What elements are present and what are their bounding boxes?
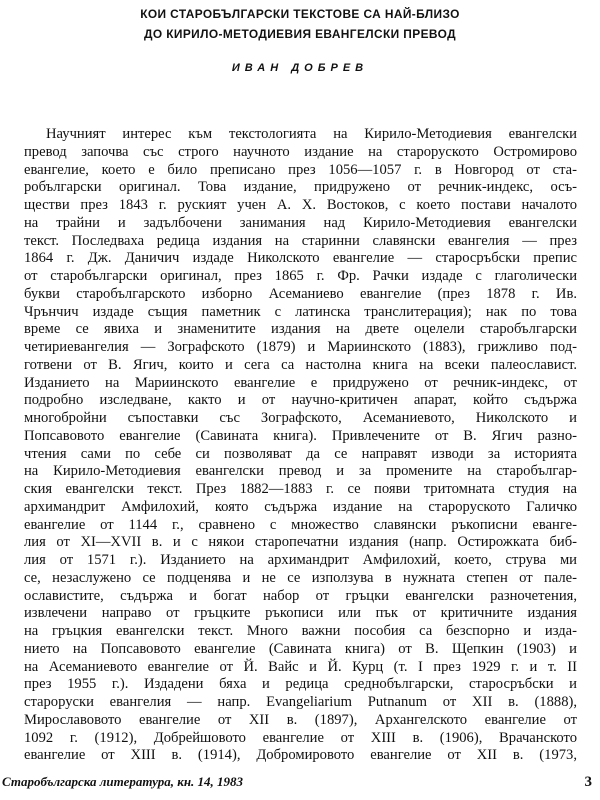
article-line: подробно изследване, както и от научно-критичен апарат, който съдържа xyxy=(24,392,577,409)
article-line: текст. Последваха редица издания на старинни славянски евангелия — през xyxy=(24,232,577,249)
article-line: Попсавовото евангелие (Савината книга). Привлечените от В. Ягич разно- xyxy=(24,427,577,444)
page-number: 3 xyxy=(584,774,592,790)
article-line: евангелие, което е било преписано през 1056—1057 г. в Новгород от ста- xyxy=(24,161,577,178)
author-name: ИВАН ДОБРЕВ xyxy=(231,62,369,74)
article-line: ския евангелски текст. През 1882—1883 г. се появи тритомната студия на xyxy=(24,481,577,497)
article-line: на Кирило-Методиевия евангелски превод и за промените на старобългар- xyxy=(24,463,577,480)
article-line: Чрънчич издаде същия паметник с латинска транслитерация); нак по това xyxy=(24,303,577,320)
article-line: евангелие от 1144 г., сравнено с множество славянски ръкописни еванге- xyxy=(24,516,577,533)
title-line-1: КОИ СТАРОБЪЛГАРСКИ ТЕКСТОВЕ СА НАЙ-БЛИЗО xyxy=(140,7,460,21)
article-line: Изданието на Мариинското евангелие е придружено от речник-индекс, от xyxy=(24,374,577,391)
article-line: букви старобългарското изборно Асеманиево евангелие (през 1878 г. Ив. xyxy=(24,285,577,302)
article-line: архимандрит Амфилохий, която съдържа издание на староруското Галичко xyxy=(24,498,577,515)
article-line: през 1955 г.). Издадени бяха и редица среднобългарски, старосръбски и xyxy=(24,676,577,693)
article-line: на гръцкия евангелски текст. Много важни пособия са безспорно и изда- xyxy=(24,623,577,639)
article-line: евангелие от XIII в. (1914), Добромировото евангелие от XII в. (1973, xyxy=(24,747,577,764)
article-line: Мирославовото евангелие от XII в. (1897), Архангелското евангелие от xyxy=(24,711,577,728)
article-line: 1092 г. (1912), Добрейшовото евангелие от XIII в. (1906), Врачанското xyxy=(24,729,577,746)
page-footer xyxy=(2,772,592,792)
article-line: четириевангелия — Зографското (1879) и Мариинското (1883), грижливо под- xyxy=(24,339,577,355)
journal-citation: Старобългарска литература, кн. 14, 1983 xyxy=(2,774,244,789)
article-line: ществи през 1843 г. руският учен А. Х. Востоков, с което постави началото xyxy=(24,197,577,213)
article-line: 1864 г. Дж. Даничич издаде Николското евангелие — старосръбски препис xyxy=(24,250,577,267)
article-line: на Асеманиевото евангелие от Й. Вайс и Й. Курц (т. I през 1929 г. и т. II xyxy=(24,658,577,675)
article-line: многобройни съпоставки със Зографското, Асеманиевото, Николското и xyxy=(24,410,577,426)
article-line: лия от 1571 г.). Изданието на архимандрит Амфилохий, което, струва ми xyxy=(24,552,577,568)
article-title xyxy=(0,4,600,44)
article-line: извлечени направо от гръцките ръкописи или пък от критичните издания xyxy=(24,605,577,622)
article-line: от старобългарски оригинал, през 1865 г. Фр. Рачки издаде с глаголически xyxy=(24,268,577,284)
article-line: нието на Попсавовото евангелие (Савината книга) от В. Щепкин (1903) и xyxy=(24,640,577,657)
article-line: се, незаслужено се подценява и не се използува в нужната степен от пале- xyxy=(24,569,577,586)
article-line: готвени от В. Ягич, които и сега са настолна книга на всеки палеославист. xyxy=(24,356,577,373)
title-line-2: ДО КИРИЛО-МЕТОДИЕВИЯ ЕВАНГЕЛСКИ ПРЕВОД xyxy=(144,27,456,41)
article-line: Научният интерес към текстологията на Кирило-Методиевия евангелски xyxy=(46,126,577,142)
article-line: превод започва със строго научното издание на староруското Остромирово xyxy=(24,143,577,160)
article-line: време се явиха и знаменитите издания на двете оцелели старобългарски xyxy=(24,321,577,338)
article-line: на трайни и задълбочени занимания над Кирило-Методиевия евангелски xyxy=(24,214,577,231)
article-line: робългарски оригинал. Това издание, придружено от речник-индекс, осъ- xyxy=(24,179,577,196)
article-line: староруски евангелия — напр. Evangeliarium Putnanum от XII в. (1888), xyxy=(24,694,577,710)
article-line: чтения сами по себе си позволяват да се направят изводи за историята xyxy=(24,445,577,462)
article-line: ославистите, съдържа и богат набор от гръцки евангелски разночетения, xyxy=(24,587,577,604)
article-line: лия от XI—XVII в. и с някои старопечатни издания (напр. Остирожката биб- xyxy=(24,534,577,551)
